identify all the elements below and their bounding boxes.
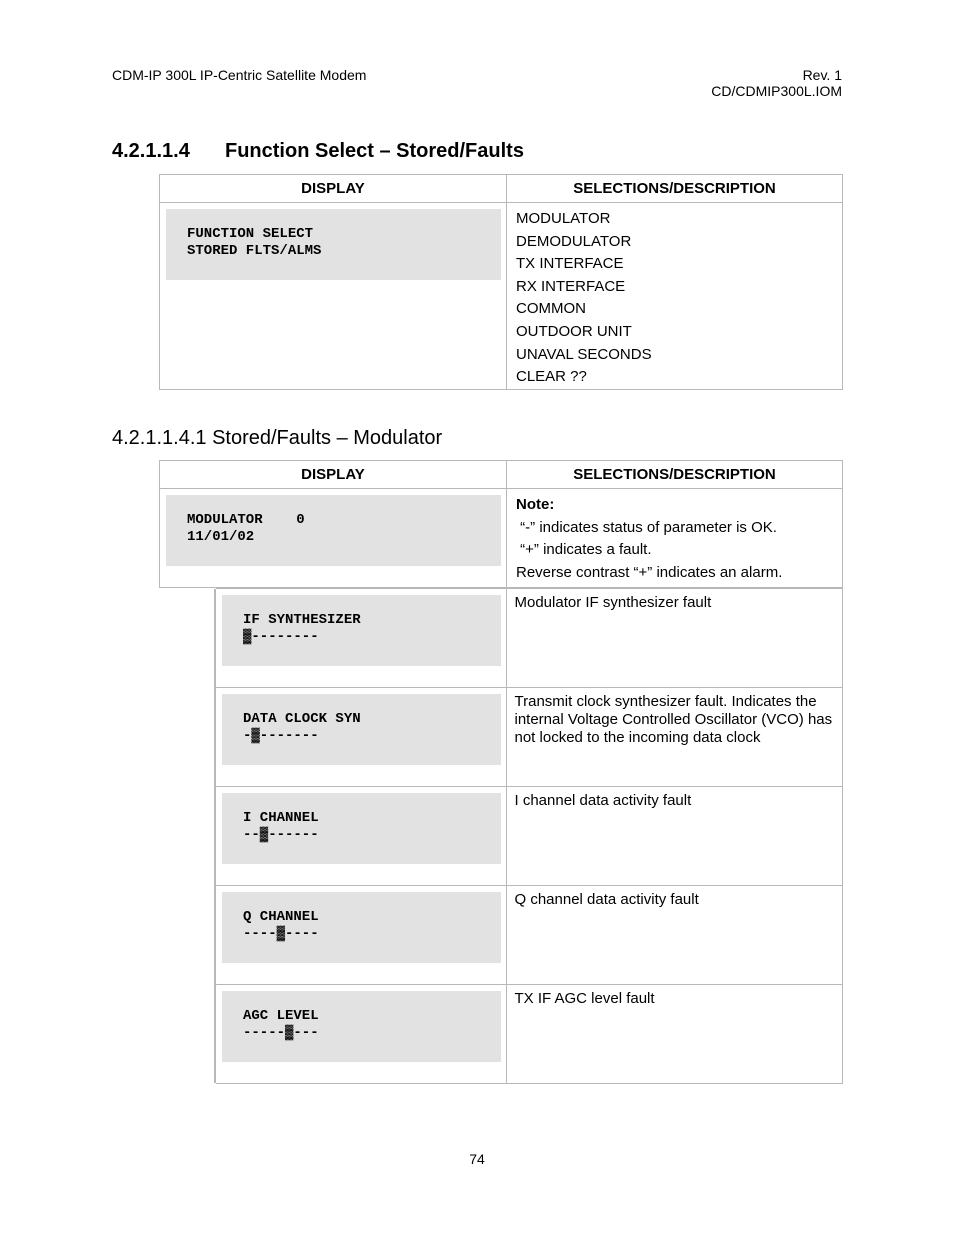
fault-row xyxy=(216,886,842,985)
lcd-line-2: ▓-------- xyxy=(243,629,319,645)
running-header-title: CDM-IP 300L IP-Centric Satellite Modem xyxy=(112,67,367,83)
selection-item: TX INTERFACE xyxy=(516,255,624,273)
selection-item: COMMON xyxy=(516,300,586,318)
description-cell xyxy=(506,787,842,886)
lcd-line-1: AGC LEVEL xyxy=(243,1008,319,1024)
note-cell xyxy=(507,489,843,588)
lcd-display xyxy=(222,595,501,666)
selection-item: DEMODULATOR xyxy=(516,232,632,250)
note-line: “+” indicates a fault. xyxy=(516,541,652,558)
lcd-line-2: 11/01/02 xyxy=(187,529,255,545)
fault-description: I channel data activity fault xyxy=(514,792,692,809)
lcd-line-2: -▓------- xyxy=(243,728,319,744)
running-header-revision xyxy=(711,67,842,99)
description-cell xyxy=(506,985,842,1084)
display-cell xyxy=(160,203,507,390)
display-cell xyxy=(216,589,506,688)
fault-description: Modulator IF synthesizer fault xyxy=(514,594,712,611)
section-number: 4.2.1.1.4 xyxy=(112,140,190,162)
lcd-line-2: -----▓--- xyxy=(243,1025,319,1041)
section-title: Function Select – Stored/Faults xyxy=(225,140,524,162)
note-line: Reverse contrast “+” indicates an alarm. xyxy=(516,563,783,581)
selections-cell xyxy=(507,203,843,390)
modulator-table xyxy=(159,460,843,588)
selection-item: UNAVAL SECONDS xyxy=(516,345,652,363)
lcd-line-1: IF SYNTHESIZER xyxy=(243,612,361,628)
lcd-display xyxy=(166,209,501,280)
column-header-display: DISPLAY xyxy=(160,461,507,489)
description-cell xyxy=(506,688,842,787)
lcd-display xyxy=(166,495,501,566)
display-cell xyxy=(216,985,506,1084)
lcd-line-1: MODULATOR 0 xyxy=(187,512,305,528)
document-id-line: CD/CDMIP300L.IOM xyxy=(711,83,842,99)
selection-item: CLEAR ?? xyxy=(516,368,587,386)
revision-line: Rev. 1 xyxy=(802,67,842,83)
fault-row xyxy=(216,787,842,886)
display-cell xyxy=(216,886,506,985)
column-header-selections: SELECTIONS/DESCRIPTION xyxy=(507,461,843,489)
note-text xyxy=(507,489,842,584)
lcd-display xyxy=(222,892,501,963)
selection-item: RX INTERFACE xyxy=(516,277,626,295)
description-cell xyxy=(506,886,842,985)
selection-item: OUTDOOR UNIT xyxy=(516,322,632,340)
fault-row xyxy=(216,688,842,787)
display-cell xyxy=(216,787,506,886)
modulator-faults-table xyxy=(216,588,843,1084)
lcd-line-1: FUNCTION SELECT xyxy=(187,226,314,242)
display-cell xyxy=(216,688,506,787)
fault-description: Q channel data activity fault xyxy=(514,891,699,908)
page-number: 74 xyxy=(469,1151,485,1167)
lcd-line-2: STORED FLTS/ALMS xyxy=(187,243,322,259)
selection-list xyxy=(507,203,842,389)
display-cell xyxy=(160,489,507,588)
lcd-display xyxy=(222,793,501,864)
note-line: “-” indicates status of parameter is OK. xyxy=(516,518,777,536)
lcd-line-1: I CHANNEL xyxy=(243,810,319,826)
subsection-heading-modulator: 4.2.1.1.4.1 Stored/Faults – Modulator xyxy=(112,427,443,449)
lcd-line-2: --▓------ xyxy=(243,827,319,843)
fault-description: Transmit clock synthesizer fault. Indicates the internal Voltage Controlled Oscillator (VCO) has not locked to the incoming data clock xyxy=(514,693,833,746)
column-header-selections: SELECTIONS/DESCRIPTION xyxy=(507,175,843,203)
fault-description: TX IF AGC level fault xyxy=(514,990,655,1007)
function-select-table xyxy=(159,174,843,390)
lcd-line-2: ----▓---- xyxy=(243,926,319,942)
selection-item: MODULATOR xyxy=(516,210,611,227)
lcd-line-1: DATA CLOCK SYN xyxy=(243,711,361,727)
fault-row xyxy=(216,985,842,1084)
lcd-display xyxy=(222,991,501,1062)
lcd-line-1: Q CHANNEL xyxy=(243,909,319,925)
note-label: Note: xyxy=(516,496,555,513)
description-cell xyxy=(506,589,842,688)
lcd-display xyxy=(222,694,501,765)
section-heading-function-select xyxy=(112,140,524,163)
column-header-display: DISPLAY xyxy=(160,175,507,203)
fault-row xyxy=(216,589,842,688)
